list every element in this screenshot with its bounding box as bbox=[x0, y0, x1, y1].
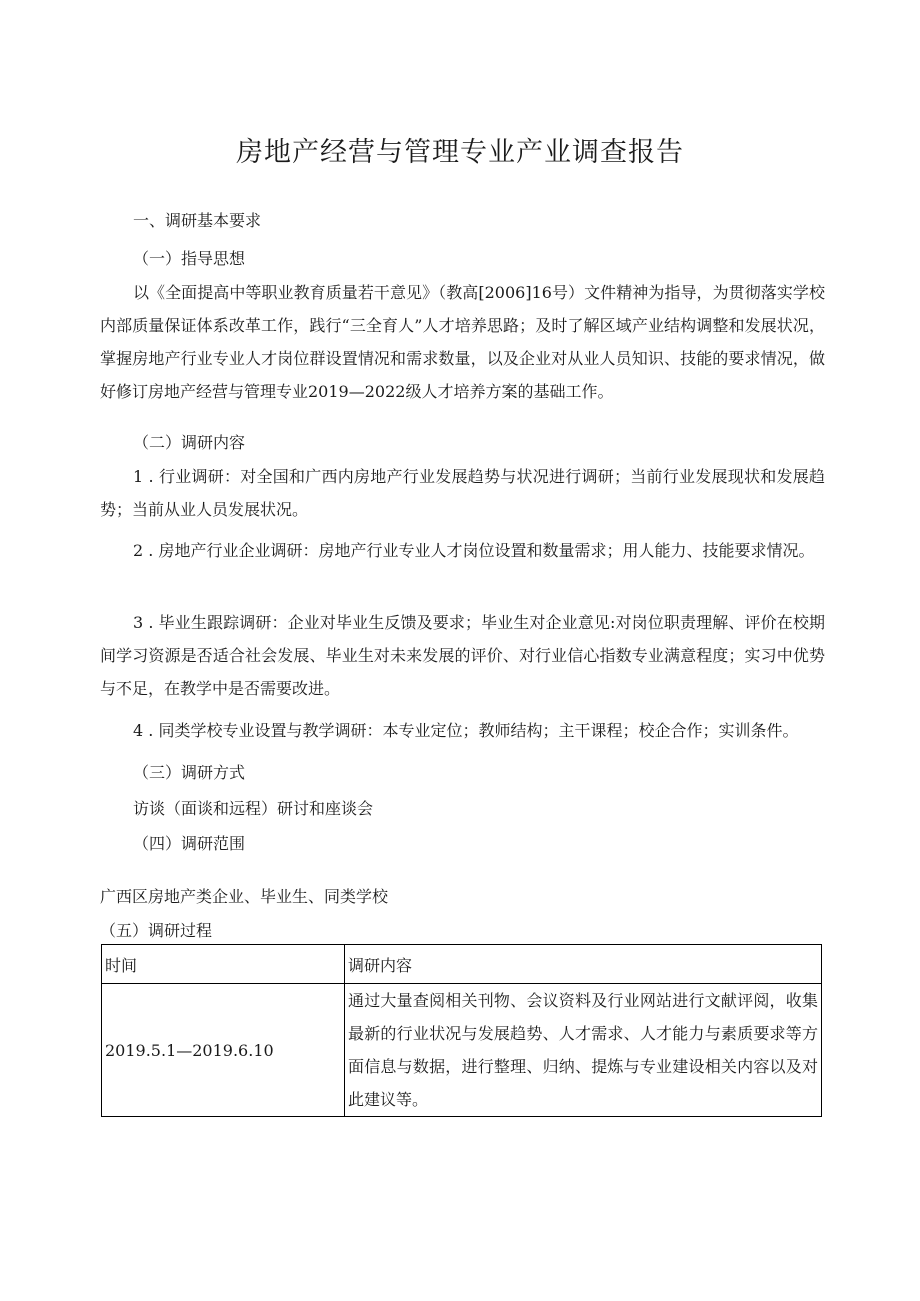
paragraph-guiding-thought bbox=[100, 276, 825, 408]
list-item-text: 1 . 行业调研：对全国和广西内房地产行业发展趋势与状况进行调研；当前行业发展现状和发展趋势；当前从业人员发展状况。 bbox=[100, 467, 825, 519]
method-text: 访谈（面谈和远程）研讨和座谈会 bbox=[133, 799, 374, 818]
paragraph-text: 以《全面提高中等职业教育质量若干意见》（教高[2006]16号）文件精神为指导，为贯彻落实学校内部质量保证体系改革工作，践行“三全育人”人才培养思路；及时了解区域产业结构调整和发展状况，掌握房地产行业专业人才岗位群设置情况和需求数量，以及企业对从业人员知识、技能的要求情况，做好修订房地产经营与管理专业2019—2022级人才培养方案的基础工作。 bbox=[100, 283, 825, 401]
section-heading: 一、调研基本要求 bbox=[133, 211, 262, 230]
table-header-row bbox=[102, 945, 822, 984]
subsection-heading-method: （三）调研方式 bbox=[133, 763, 246, 782]
table-cell-content: 通过大量查阅相关刊物、会议资料及行业网站进行文献评阅，收集最新的行业状况与发展趋势、人才需求、人才能力与素质要求等方面信息与数据，进行整理、归纳、提炼与专业建设相关内容以及对此建议等。 bbox=[345, 984, 822, 1117]
list-item-text: 3 . 毕业生跟踪调研：企业对毕业生反馈及要求；毕业生对企业意见:对岗位职责理解、评价在校期间学习资源是否适合社会发展、毕业生对未来发展的评价、对行业信心指数专业满意程度；实习中优势与不足，在教学中是否需要改进。 bbox=[100, 613, 825, 698]
subsection-heading-process: （五）调研过程 bbox=[100, 921, 213, 940]
list-item bbox=[100, 606, 825, 705]
list-item-text: 4 . 同类学校专业设置与教学调研：本专业定位；教师结构；主干课程；校企合作；实训条件。 bbox=[133, 721, 799, 740]
table-header-cell: 调研内容 bbox=[345, 945, 822, 984]
subsection-heading-scope: （四）调研范围 bbox=[133, 834, 246, 853]
subsection-heading-guiding: （一）指导思想 bbox=[133, 249, 246, 268]
table-cell-time: 2019.5.1—2019.6.10 bbox=[102, 984, 345, 1117]
table-row bbox=[102, 984, 822, 1117]
process-table bbox=[101, 944, 822, 1117]
list-item bbox=[100, 534, 825, 567]
scope-text: 广西区房地产类企业、毕业生、同类学校 bbox=[100, 887, 389, 906]
list-item bbox=[100, 714, 825, 747]
list-item bbox=[100, 460, 825, 526]
table-header-cell: 时间 bbox=[102, 945, 345, 984]
subsection-heading-content: （二）调研内容 bbox=[133, 433, 246, 452]
page-title: 房地产经营与管理专业产业调查报告 bbox=[236, 137, 684, 169]
list-item-text: 2 . 房地产行业企业调研：房地产行业专业人才岗位设置和数量需求；用人能力、技能要求情况。 bbox=[133, 541, 815, 560]
